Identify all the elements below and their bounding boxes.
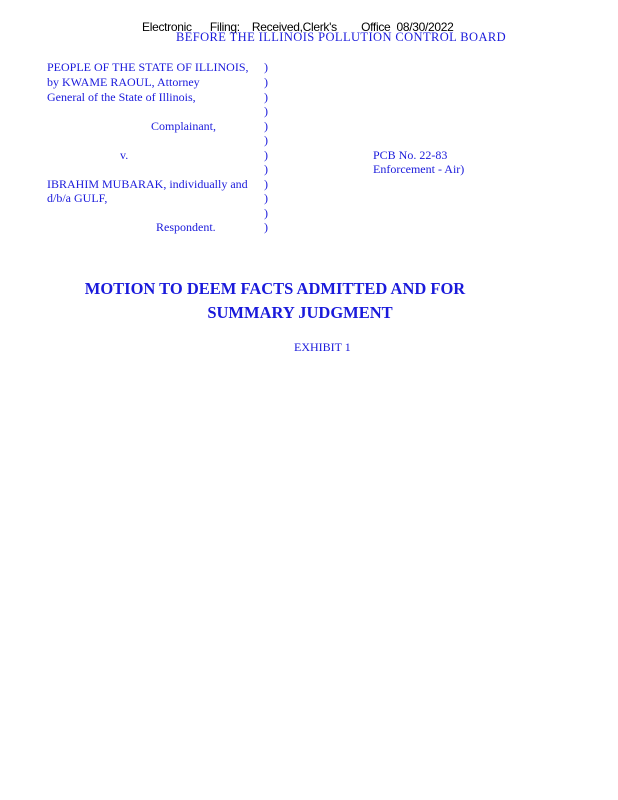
caption-paren: ) bbox=[264, 60, 268, 74]
plaintiff-line-1: PEOPLE OF THE STATE OF ILLINOIS, bbox=[47, 60, 249, 74]
complainant-label: Complainant, bbox=[151, 119, 216, 133]
caption-paren: ) bbox=[264, 75, 268, 89]
caption-paren: ) bbox=[264, 191, 268, 205]
caption-paren: ) bbox=[264, 220, 268, 234]
caption-paren: ) bbox=[264, 104, 268, 118]
plaintiff-line-2: by KWAME RAOUL, Attorney bbox=[47, 75, 200, 89]
caption-paren: ) bbox=[264, 90, 268, 104]
caption-paren: ) bbox=[264, 119, 268, 133]
caption-paren: ) bbox=[264, 206, 268, 220]
caption-paren: ) bbox=[264, 148, 268, 162]
caption-paren: ) bbox=[264, 162, 268, 176]
exhibit-label: EXHIBIT 1 bbox=[294, 340, 351, 354]
defendant-line-2: d/b/a GULF, bbox=[47, 191, 108, 205]
motion-title-line-2: SUMMARY JUDGMENT bbox=[207, 303, 393, 322]
caption-paren: ) bbox=[264, 177, 268, 191]
motion-title-line-1: MOTION TO DEEM FACTS ADMITTED AND FOR bbox=[84, 279, 466, 298]
versus-label: v. bbox=[120, 148, 129, 162]
case-type: Enforcement - Air) bbox=[373, 162, 465, 176]
case-number: PCB No. 22-83 bbox=[373, 148, 448, 162]
court-name: BEFORE THE ILLINOIS POLLUTION CONTROL BOARD bbox=[176, 30, 507, 44]
plaintiff-line-3: General of the State of Illinois, bbox=[47, 90, 196, 104]
electronic-filing-stamp: Electronic Filing: Received,Clerk's Office 08/30/2022 bbox=[142, 20, 454, 34]
caption-paren: ) bbox=[264, 133, 268, 147]
defendant-line-1: IBRAHIM MUBARAK, individually and bbox=[47, 177, 248, 191]
respondent-label: Respondent. bbox=[156, 220, 216, 234]
